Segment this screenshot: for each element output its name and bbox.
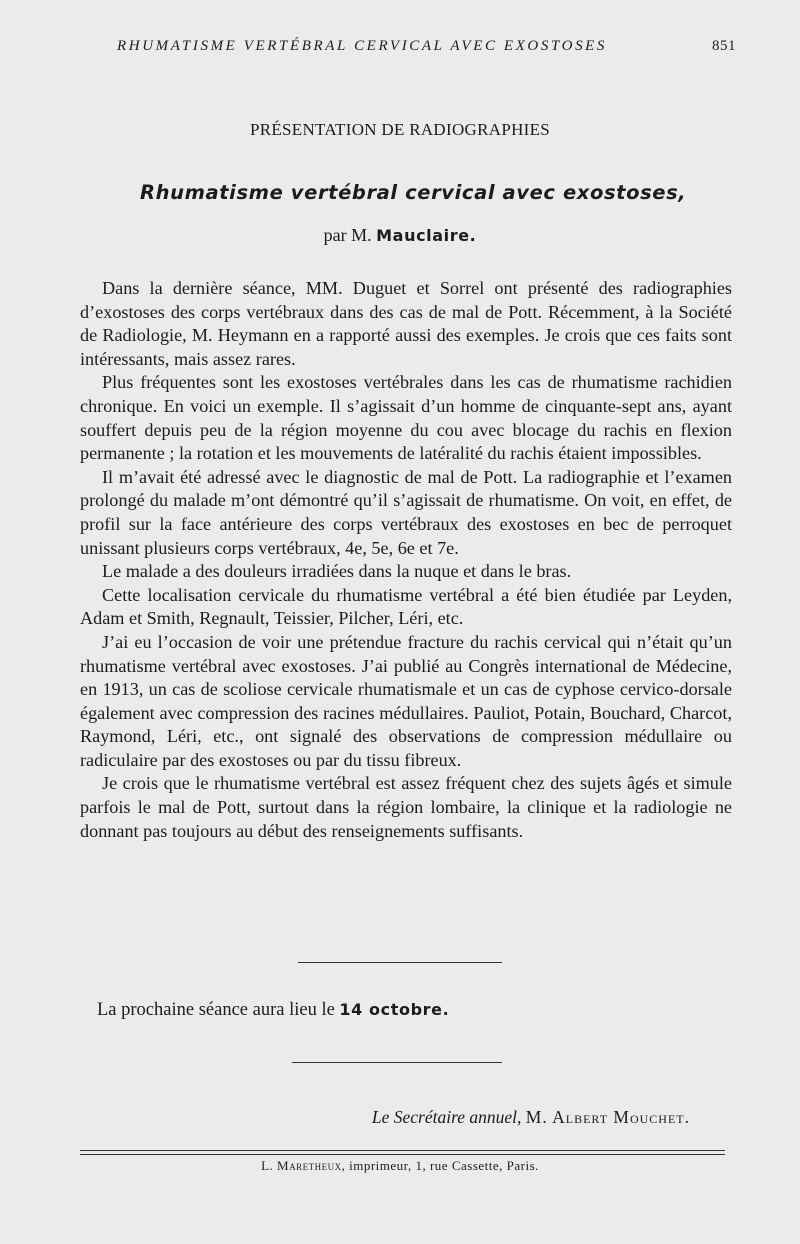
printer-imprint <box>0 1158 800 1174</box>
paragraph: Il m’avait été adressé avec le diagnostic de mal de Pott. La radiographie et l’examen prolongé du malade m’ont démontré qu’il s’agissait de rhumatisme. On voit, en effet, de profil sur la face antérieure des corps vertébraux des exostoses en bec de perroquet unissant plusieurs corps vertébraux, 4e, 5e, 6e et 7e. <box>80 466 732 558</box>
signature-role: Le Secrétaire annuel, <box>371 1107 522 1127</box>
section-divider <box>292 1062 502 1063</box>
next-session-date: 14 octobre. <box>339 1000 450 1019</box>
footer-rule <box>80 1150 725 1151</box>
paragraph: Je crois que le rhumatisme vertébral est assez fréquent chez des sujets âgés et simule parfois le mal de Pott, surtout dans la région lombaire, la clinique et la radiologie ne donnant pas toujours au début des renseignements suffisants. <box>80 773 732 841</box>
paragraph: J’ai eu l’occasion de voir une prétendue fracture du rachis cervical qui n’était qu’un rhumatisme vertébral avec exostoses. J’ai publié au Congrès international de Médecine, en 1913, un cas de scoliose cervicale rhumatismale et un cas de cyphose cervico-dorsale également avec compression des racines médullaires. Pauliot, Potain, Bouchard, Charcot, Raymond, Léri, etc., ont signalé des observations de compression médullaire ou radiculaire par des exostoses ou par du tissu fibreux. <box>80 631 732 770</box>
author-prefix: par M. <box>323 225 372 245</box>
page-number: 851 <box>712 38 736 54</box>
printer-address: imprimeur, 1, rue Cassette, Paris. <box>349 1158 539 1173</box>
article-title: Rhumatisme vertébral cervical avec exostoses, <box>140 181 687 204</box>
paragraph: Le malade a des douleurs irradiées dans la nuque et dans le bras. <box>102 561 572 582</box>
author-name: Mauclaire. <box>376 226 477 245</box>
signature-name: M. Albert Mouchet. <box>525 1107 690 1127</box>
paragraph: Plus fréquentes sont les exostoses vertébrales dans les cas de rhumatisme rachidien chronique. En voici un exemple. Il s’agissait d’un homme de cinquante-sept ans, ayant souffert depuis peu de la région moyenne du cou avec blocage du rachis en flexion permanente ; la rotation et les mouvements de latéralité du rachis étaient impossibles. <box>80 372 732 464</box>
running-title: RHUMATISME VERTÉBRAL CERVICAL AVEC EXOSTOSES <box>117 38 608 54</box>
section-title: PRÉSENTATION DE RADIOGRAPHIES <box>249 120 551 139</box>
author-line <box>0 225 800 246</box>
paragraph: Dans la dernière séance, MM. Duguet et Sorrel ont présenté des radiographies d’exostoses des corps vertébraux dans des cas de mal de Pott. Récemment, à la Société de Radiologie, M. Heymann en a rapporté aussi des exemples. Je crois que ces faits sont intéressants, mais assez rares. <box>80 278 732 369</box>
article-body <box>80 277 732 843</box>
printer-name: L. Maretheux, <box>261 1158 346 1173</box>
next-session-notice <box>97 1000 449 1021</box>
footer-rule <box>80 1154 725 1155</box>
section-divider <box>298 962 502 963</box>
signature <box>372 1107 690 1128</box>
paragraph: Cette localisation cervicale du rhumatisme vertébral a été bien étudiée par Leyden, Adam et Smith, Regnault, Teissier, Pilcher, Léri, etc. <box>80 584 732 629</box>
next-session-text: La prochaine séance aura lieu le <box>97 1000 335 1020</box>
